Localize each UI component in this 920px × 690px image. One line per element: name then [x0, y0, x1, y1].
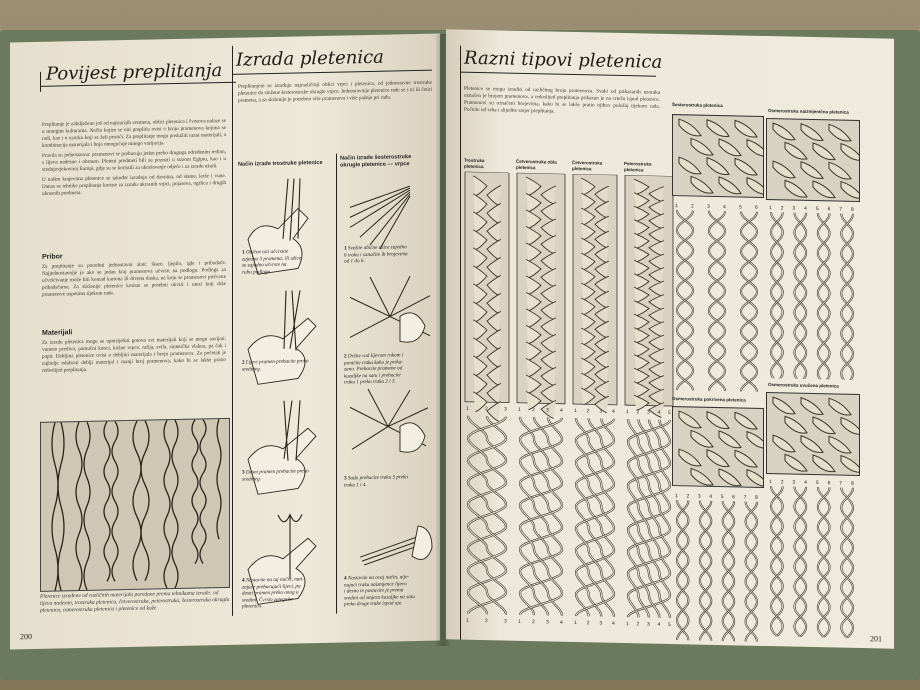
plait-segment	[801, 162, 823, 179]
strand-number: 4	[657, 621, 661, 628]
braid-making-title: Izrada pletenica	[236, 46, 384, 71]
strand-number: 5	[720, 494, 724, 501]
strand-number: 1	[769, 205, 772, 212]
left-margin-rule	[460, 46, 461, 646]
strand-number: 3	[792, 479, 796, 486]
step-number: 1	[344, 245, 347, 252]
step-number: 1	[242, 249, 245, 256]
strand-number: 7	[839, 480, 843, 487]
strand-number: 2	[780, 479, 784, 486]
strand-number: 2	[780, 205, 784, 212]
braid-types-title: Razni tipovi pletenica	[464, 47, 663, 73]
history-text	[42, 118, 226, 201]
strand-path	[709, 211, 725, 391]
step-text: Svežite obične užice zajedno 6 traka i označite ih brojevima od 1 do 6.	[344, 244, 408, 265]
braid-type-label: Trostruka pletenica	[464, 157, 485, 169]
strand-number: 4	[560, 407, 563, 414]
three-strand-step	[242, 576, 334, 610]
strand-number: 1	[626, 409, 629, 416]
plait-segment	[691, 176, 713, 193]
strand-number: 4	[723, 204, 726, 211]
strand-number: 5	[739, 204, 742, 211]
plait-segment	[719, 431, 741, 448]
six-strand-step	[344, 574, 436, 608]
title-side-rule	[40, 72, 41, 92]
strand-path	[677, 210, 693, 390]
plait-segment	[773, 123, 795, 140]
braid-drawing	[464, 172, 510, 628]
strand-path	[700, 501, 711, 641]
page-number-left: 200	[20, 632, 32, 642]
eight-alternating-braid-drawing	[767, 119, 859, 201]
braids-photo-illustration	[41, 419, 229, 591]
strand-number: 7	[743, 494, 747, 501]
pribor-heading: Pribor	[42, 253, 63, 261]
plait-segment	[773, 435, 795, 452]
strand-number: 1	[675, 203, 678, 210]
strand-number: 2	[485, 406, 488, 413]
three-strand-step	[242, 248, 334, 276]
strand-number: 2	[691, 203, 694, 210]
eight-covered-diagram	[672, 490, 762, 642]
strand-number: 1	[466, 405, 469, 412]
plait-segment	[747, 470, 763, 487]
strand-number: 8	[755, 494, 758, 501]
page-number-right: 201	[870, 634, 882, 644]
braid-types-intro: Pletenice se mogu izraditi od različitog broja pramenova. Svaki od prikazanih uzoraka označen je brojem pramenova, a redoslijed preplitanja prikazan je na crtežu ispod pletenice. Pramenovi su označeni brojevima, kako bi se lakše pratio njihov položaj tijekom rada. Počnite od vrha i slijedite smjer preplitanja.	[464, 85, 660, 115]
strand-number: 3	[647, 409, 650, 416]
step-number: 3	[242, 469, 245, 476]
braid-column	[624, 161, 674, 632]
strand-number: 3	[546, 407, 549, 414]
strand-number: 3	[599, 408, 603, 415]
plait-segment	[679, 449, 701, 466]
left-page	[10, 33, 440, 649]
six-strand-illustrations	[340, 176, 436, 608]
steps-divider	[336, 154, 337, 614]
braid-drawing	[624, 175, 674, 631]
braid-drawing	[516, 173, 566, 629]
plait-segment	[679, 119, 701, 136]
plait-segment	[829, 398, 851, 415]
plait-segment	[801, 124, 823, 141]
plait-segment	[813, 181, 835, 198]
history-title: Povijest preplitanja	[46, 60, 223, 85]
strand-number: 6	[827, 206, 831, 213]
plait-segment	[841, 456, 859, 473]
braid-column	[464, 158, 510, 629]
plait-segment	[813, 455, 835, 472]
strand-number: 3	[792, 205, 796, 212]
plait-segment	[735, 450, 757, 467]
strand-number: 8	[851, 206, 854, 213]
eight-inset-braid-drawing	[767, 393, 859, 475]
step-text: Nastavite na taj način, nati- znjuće prebacujući lijevi, pa desni pramen preko onog u sredini. Čvrsto zategnite pletenicu.	[242, 576, 304, 610]
plait-segment	[773, 161, 795, 178]
six-strand-diagram	[672, 200, 762, 392]
strand-number: 1	[518, 618, 521, 625]
step-text: Držite rad lijevom rukom i poničite traka kako je prika- zano. Prebacite pramene od kazaljke na satu i prebacite traku 1 preko traka 2 i 3.	[344, 352, 404, 386]
step-number: 2	[344, 353, 347, 360]
history-paragraph: Pravila su jednostavna: pramenovi se prebacuju jedan preko drugoga određenim redom, s lijeva nadesno i obrnuto. Pleteni predmeti bili su poznati u starom Egiptu, kao i u srednjovjekovnoj Europi, gdje su se koristili za ukrašavanje odjeće i za izradu užadi.	[42, 148, 226, 173]
step-number: 2	[242, 359, 245, 366]
strand-number: 5	[815, 480, 819, 487]
strand-number: 1	[769, 479, 772, 486]
three-strand-illustrations	[238, 178, 334, 610]
title-rule	[460, 72, 656, 77]
strand-path	[746, 502, 757, 642]
history-paragraph: Preplitanje je zabilježeno još od najstarijih vremena, oblici pletenica i čvorova nalaze se u mnogim kulturama. Način kojim se niti prepliću ovisi o broju pramenova kojima se radi, kao i o uzorku koji se želi postići. Za preplitanje mogu poslužiti razni materijali, a kombinacija materijala i boja omogućuje mnogo varijacija.	[42, 117, 226, 149]
materijali-heading: Materijali	[42, 329, 73, 337]
strand-number: 4	[560, 619, 563, 626]
step-text: Nastavite na ovaj način, utje- nujući traku naizmjence lijevo i desno te postavite je prema sredini od smjera kazaljke na satu preko druge trake ispod nje.	[344, 574, 415, 608]
strand-number: 2	[586, 408, 590, 415]
strand-number: 2	[485, 618, 488, 625]
plait-segment	[707, 158, 729, 175]
plait-segment	[735, 412, 757, 429]
braid-type-label: Četverostruka obla pletenica	[516, 158, 557, 170]
plait-segment	[747, 432, 763, 449]
strand-number: 2	[686, 493, 690, 500]
plait-segment	[707, 120, 729, 137]
plait-segment	[691, 468, 713, 485]
strand-number: 2	[586, 620, 590, 627]
eight-inset-diagram	[766, 476, 858, 638]
plait-segment	[679, 157, 701, 174]
materijali-text: Za izradu pletenica mogu se upotrijebiti gotovo svi materijali koji se mogu savijati: vuneno predivo, pamučni konci, kožne vrpce, rafija, svila, sintetička vlakna, pa čak i papir. Debljina pletenice ovisi o debljini materijala i broju pramenova. Za početak je najbolje odabrati deblji materijal i manji broj pramenova, kako bi se lakše pratio redoslijed preplitanja.	[42, 335, 226, 374]
strand-number: 6	[827, 480, 831, 487]
six-strand-braid-image	[672, 114, 764, 198]
strand-number: 2	[636, 409, 640, 416]
strand-number: 7	[839, 206, 843, 213]
plait-segment	[813, 417, 835, 434]
braid-photo-frame	[573, 174, 617, 405]
braid-type-label: Peterostruka pletenica	[624, 161, 652, 172]
strand-number: 4	[804, 205, 807, 212]
strand-path	[677, 500, 688, 640]
strand-number: 3	[697, 493, 701, 500]
strand-number: 5	[668, 621, 671, 629]
eight-inset-braid-image	[766, 392, 860, 476]
step-number: 4	[344, 575, 347, 582]
braid-photo-frame	[517, 173, 565, 404]
six-strand-step	[344, 474, 436, 489]
strand-number: 4	[612, 620, 615, 627]
strand-number: 4	[657, 409, 661, 416]
braid-type-label: Četverostruka pletenica	[572, 159, 603, 171]
plait-segment	[785, 180, 807, 197]
eight-covered-braid-drawing	[673, 407, 763, 487]
strand-number: 1	[518, 406, 521, 413]
step-text: Lijevi pramen prebacite preko srednjeg.	[242, 358, 309, 373]
strand-number: 1	[675, 493, 678, 500]
history-paragraph: U našim krajevima pletenice se također izrađuju od davnina, od slame, kože i vune. Danas se tehnike preplitanja koriste za izradu ukrasnih vrpci, pojaseva, ogrlica i drugih ukrasnih predmeta.	[42, 172, 226, 197]
strand-number: 3	[647, 621, 650, 628]
strand-number: 3	[504, 406, 507, 413]
strand-number: 3	[707, 203, 710, 210]
plait-segment	[813, 143, 835, 160]
photo-caption: Pletenice izrađene od različitih materijala poredane prema tehnikama izrade: od lijeva nadesno, trostruka pletenica, četverostruka, peterostruka, šesterostruka okrugla pletenica, osmerostruka pletenica i pletenice od kože	[40, 590, 230, 614]
eight-inset-label: Osmerostruka uvučena pletenica	[768, 382, 839, 389]
eight-alternating-braid-image	[766, 118, 860, 202]
plait-segment	[785, 416, 807, 433]
eight-covered-braid-image	[672, 406, 764, 488]
plait-segment	[829, 124, 851, 141]
braid-column	[572, 160, 618, 631]
braid-strand	[487, 401, 501, 421]
plait-segment	[747, 178, 763, 195]
strand-number: 1	[574, 407, 577, 415]
plait-segment	[841, 144, 859, 161]
plait-segment	[773, 397, 795, 414]
plait-segment	[801, 398, 823, 415]
six-strand-step	[344, 352, 436, 386]
plait-segment	[691, 138, 713, 155]
strand-number: 1	[626, 621, 629, 628]
eight-alternating-label: Osmerostruka naizmjenična pletenica	[768, 108, 849, 115]
plait-segment	[747, 140, 763, 157]
plait-segment	[735, 158, 757, 175]
strand-number: 3	[599, 620, 603, 627]
six-strand-braid-drawing	[673, 115, 763, 197]
plait-segment	[735, 120, 757, 137]
step-text: Desni pramen prebacite preko srednjeg.	[242, 468, 309, 483]
strand-number: 5	[668, 409, 671, 417]
six-strand-label: Šesterostruka pletenica	[672, 102, 723, 109]
strand-number: 2	[532, 407, 535, 414]
braids-photo	[40, 418, 230, 592]
braid-drawing	[572, 174, 618, 630]
column-divider	[232, 46, 233, 616]
plait-segment	[829, 162, 851, 179]
right-page	[446, 29, 894, 648]
eight-alternating-diagram	[766, 202, 858, 380]
strand-number: 2	[532, 619, 535, 626]
eight-covered-label: Osmerostruka pokrivena pletenica	[672, 396, 746, 403]
strand-number: 1	[466, 617, 469, 624]
pribor-text: Za preplitanje su potrebni jednostavni alati: škare, ljepilo, igle i pribadače. Najjednostavnije je ako se jedan kraj pramenova učvrsti na podlogu. Podloga za učvršćivanje može biti komad kartona ili drvena daska, na koju se pramenovi pričvrste pribadačama. Za složenije pletenice koriste se posebni okviri i utezi koji drže pramenove napetima tijekom rada.	[42, 259, 226, 298]
plait-segment	[801, 436, 823, 453]
plait-segment	[719, 139, 741, 156]
braid-photo-frame	[625, 175, 673, 406]
plait-segment	[785, 142, 807, 159]
strand-number: 8	[851, 480, 854, 487]
strand-number: 6	[732, 494, 735, 501]
plait-segment	[841, 418, 859, 435]
braid-intro-text: Preplitanjem se izrađuju najrazličitiji oblici vrpci i pletenica, od jednostavne trostruke pletenice do složene šesterostruke okrugle vrpce. Jednostavnije pletenice rade se s tri ili četiri pramena, a za složenije je potrebno više pramenova i više pažnje pri radu.	[238, 79, 432, 104]
six-strand-step	[344, 244, 436, 265]
strand-number: 4	[804, 479, 807, 486]
three-strand-step	[242, 468, 334, 483]
strand-number: 3	[504, 618, 507, 625]
three-strand-step	[242, 358, 334, 373]
braid-column	[516, 159, 566, 630]
step-text: Sada prebacite traku 5 preko traka 1 i 4.	[344, 474, 409, 489]
strand-number: 4	[709, 493, 713, 500]
strand-number: 1	[574, 619, 577, 627]
strand-number: 5	[815, 206, 819, 213]
plait-segment	[719, 469, 741, 486]
strand-number: 2	[636, 621, 640, 628]
plait-segment	[719, 177, 741, 194]
strand-number: 3	[546, 619, 549, 626]
plait-segment	[829, 436, 851, 453]
step-number: 3	[344, 475, 347, 482]
plait-segment	[707, 450, 729, 467]
plait-segment	[785, 454, 807, 471]
title-rule-right	[232, 70, 432, 75]
strand-number: 4	[612, 408, 615, 415]
plait-segment	[841, 182, 859, 199]
strand-path	[723, 501, 734, 641]
plait-segment	[691, 430, 713, 447]
step-number: 4	[242, 577, 245, 584]
three-strand-heading: Način izrade trostruke pletenice	[238, 159, 323, 168]
plait-segment	[679, 411, 701, 428]
braid-photo-frame	[465, 172, 509, 403]
six-strand-heading: Način izrade šesterostruke okrugle pletenice — vrpce	[340, 154, 412, 169]
strand-number: 6	[755, 204, 758, 211]
strand-path	[741, 211, 757, 391]
step-text: Obične niti učvrstite zajedno 3 pramena; ili užice se zajedno učvrste na rubu podloge.	[242, 248, 302, 276]
plait-segment	[707, 412, 729, 429]
